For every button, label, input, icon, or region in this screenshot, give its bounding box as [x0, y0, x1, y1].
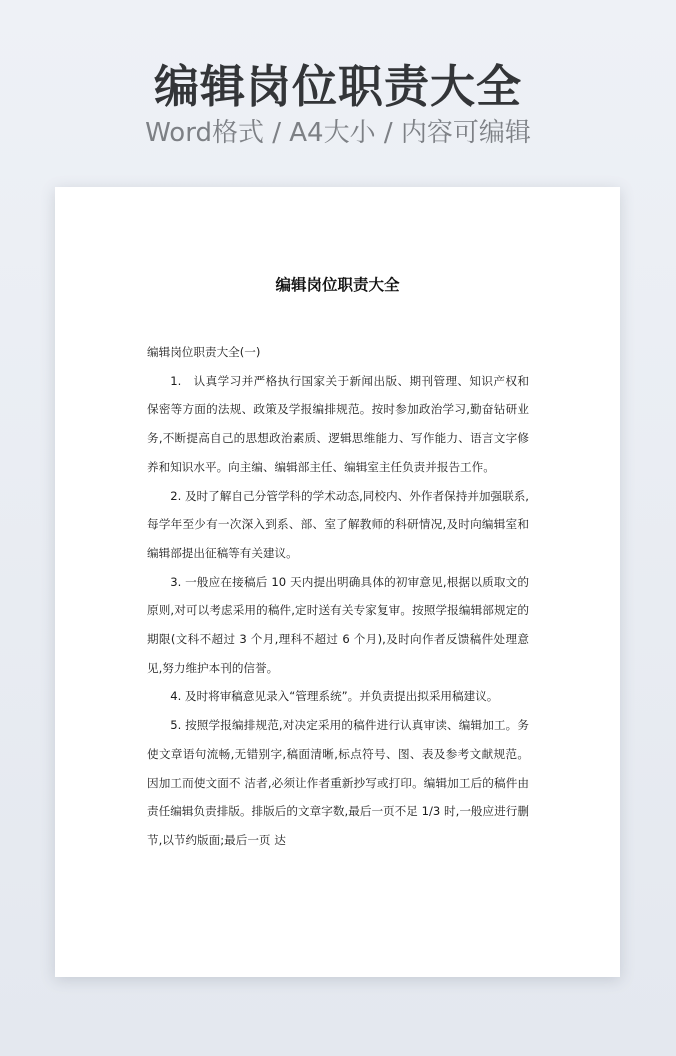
paragraph-2: 2. 及时了解自己分管学科的学术动态,同校内、外作者保持并加强联系,每学年至少有一次深入到系、部、室了解教师的科研情况,及时向编辑室和编辑部提出征稿等有关建议。 [147, 488, 529, 560]
paragraph-1: 1. 认真学习并严格执行国家关于新闻出版、期刊管理、知识产权和保密等方面的法规、政策及学报编排规范。按时参加政治学习,勤奋钻研业务,不断提高自己的思想政治素质、逻辑思维能力、写作能力、语言文字修养和知识水平。向主编、编辑部主任、编辑室主任负责并报告工作。 [147, 373, 529, 474]
document-heading: 编辑岗位职责大全 [275, 276, 400, 294]
document-body [147, 338, 529, 855]
section-title: 编辑岗位职责大全(一) [147, 345, 261, 359]
paragraph-3: 3. 一般应在接稿后 10 天内提出明确具体的初审意见,根据以质取文的原则,对可以考虑采用的稿件,定时送有关专家复审。按照学报编辑部规定的期限(文科不超过 3 个月,理科不超过 6 个月),及时向作者反馈稿件处理意见,努力维护本刊的信誉。 [147, 574, 529, 675]
banner-subtitle: Word格式 / A4大小 / 内容可编辑 [145, 118, 531, 148]
document-page [55, 187, 620, 977]
banner-title: 编辑岗位职责大全 [153, 60, 522, 113]
paragraph-4: 4. 及时将审稿意见录入“管理系统”。并负责提出拟采用稿建议。 [170, 689, 499, 704]
paragraph-5: 5. 按照学报编排规范,对决定采用的稿件进行认真审读、编辑加工。务使文章语句流畅,无错别字,稿面清晰,标点符号、图、表及参考文献规范。因加工而使文面不 洁者,必须让作者重新抄写或打印。编辑加工后的稿件由责任编辑负责排版。排版后的文章字数,最后一页不足 1/3 时,一般应进行删节,以节约版面;最后一页 达 [147, 718, 529, 847]
